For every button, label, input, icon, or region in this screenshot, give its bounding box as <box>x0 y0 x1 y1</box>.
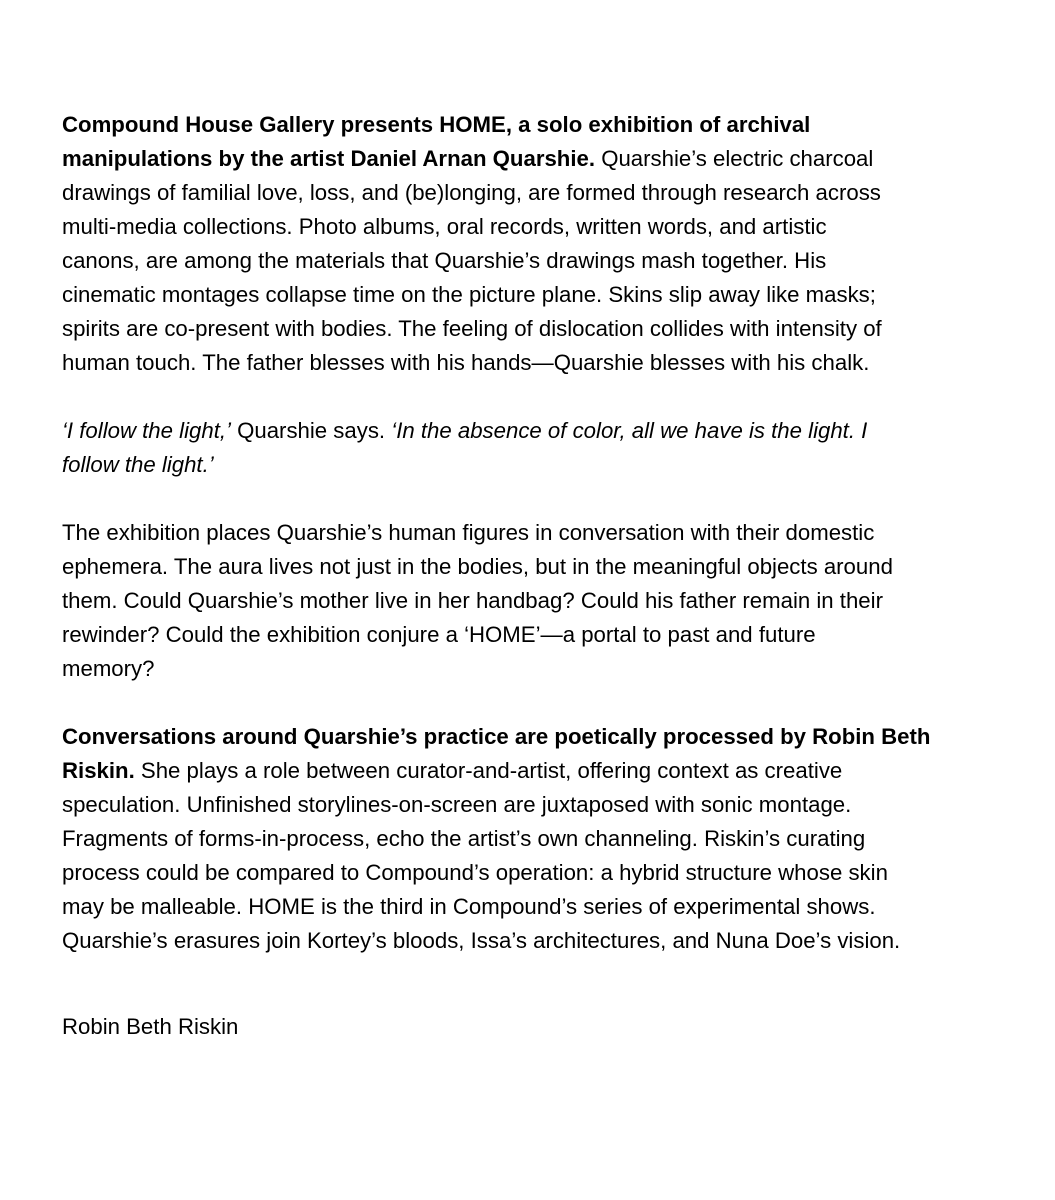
curator-bold-heading: Conversations around Quarshie’s practice are poetically processed by Robin Beth <box>62 724 931 749</box>
quote-paragraph <box>62 414 1037 482</box>
curator-line: speculation. Unfinished storylines-on-screen are juxtaposed with sonic montage. <box>62 792 852 817</box>
artist-quote-1: ‘I follow the light,’ <box>62 418 231 443</box>
exhibition-line: memory? <box>62 656 155 681</box>
exhibition-line: The exhibition places Quarshie’s human figures in conversation with their domestic <box>62 520 875 545</box>
intro-line: canons, are among the materials that Quarshie’s drawings mash together. His <box>62 248 827 273</box>
curator-line: Fragments of forms-in-process, echo the artist’s own channeling. Riskin’s curating <box>62 826 866 851</box>
artist-quote-2: ‘In the absence of color, all we have is the light. I <box>391 418 868 443</box>
intro-line: human touch. The father blesses with his hands—Quarshie blesses with his chalk. <box>62 350 870 375</box>
curator-paragraph <box>62 720 1037 958</box>
exhibition-line: rewinder? Could the exhibition conjure a ‘HOME’—a portal to past and future <box>62 622 816 647</box>
press-release-document <box>62 108 1037 1044</box>
exhibition-line: ephemera. The aura lives not just in the bodies, but in the meaningful objects around <box>62 554 893 579</box>
curator-line <box>62 720 1037 754</box>
intro-text: Quarshie’s electric charcoal <box>595 146 874 171</box>
intro-line: spirits are co-present with bodies. The feeling of dislocation collides with intensity of <box>62 316 882 341</box>
curator-line <box>62 754 1037 788</box>
intro-line <box>62 108 1037 142</box>
quote-attribution: Quarshie says. <box>230 418 392 443</box>
intro-bold-heading: Compound House Gallery presents HOME, a solo exhibition of archival <box>62 112 811 137</box>
intro-line: drawings of familial love, loss, and (be)longing, are formed through research across <box>62 180 881 205</box>
intro-line: multi-media collections. Photo albums, oral records, written words, and artistic <box>62 214 827 239</box>
intro-paragraph <box>62 108 1037 380</box>
exhibition-line: them. Could Quarshie’s mother live in her handbag? Could his father remain in their <box>62 588 883 613</box>
quote-line <box>62 448 1037 482</box>
artist-quote-2-cont: follow the light.’ <box>62 452 214 477</box>
curator-line: may be malleable. HOME is the third in Compound’s series of experimental shows. <box>62 894 876 919</box>
curator-line: Quarshie’s erasures join Kortey’s bloods, Issa’s architectures, and Nuna Doe’s vision. <box>62 928 901 953</box>
intro-line: cinematic montages collapse time on the picture plane. Skins slip away like masks; <box>62 282 876 307</box>
intro-line <box>62 142 1037 176</box>
curator-line: process could be compared to Compound’s operation: a hybrid structure whose skin <box>62 860 888 885</box>
author-signature: Robin Beth Riskin <box>62 1014 239 1039</box>
curator-text: She plays a role between curator-and-artist, offering context as creative <box>134 758 843 783</box>
exhibition-paragraph <box>62 516 1037 686</box>
quote-line <box>62 414 1037 448</box>
curator-bold-heading-cont: Riskin. <box>62 758 135 783</box>
intro-bold-heading-cont: manipulations by the artist Daniel Arnan Quarshie. <box>62 146 596 171</box>
